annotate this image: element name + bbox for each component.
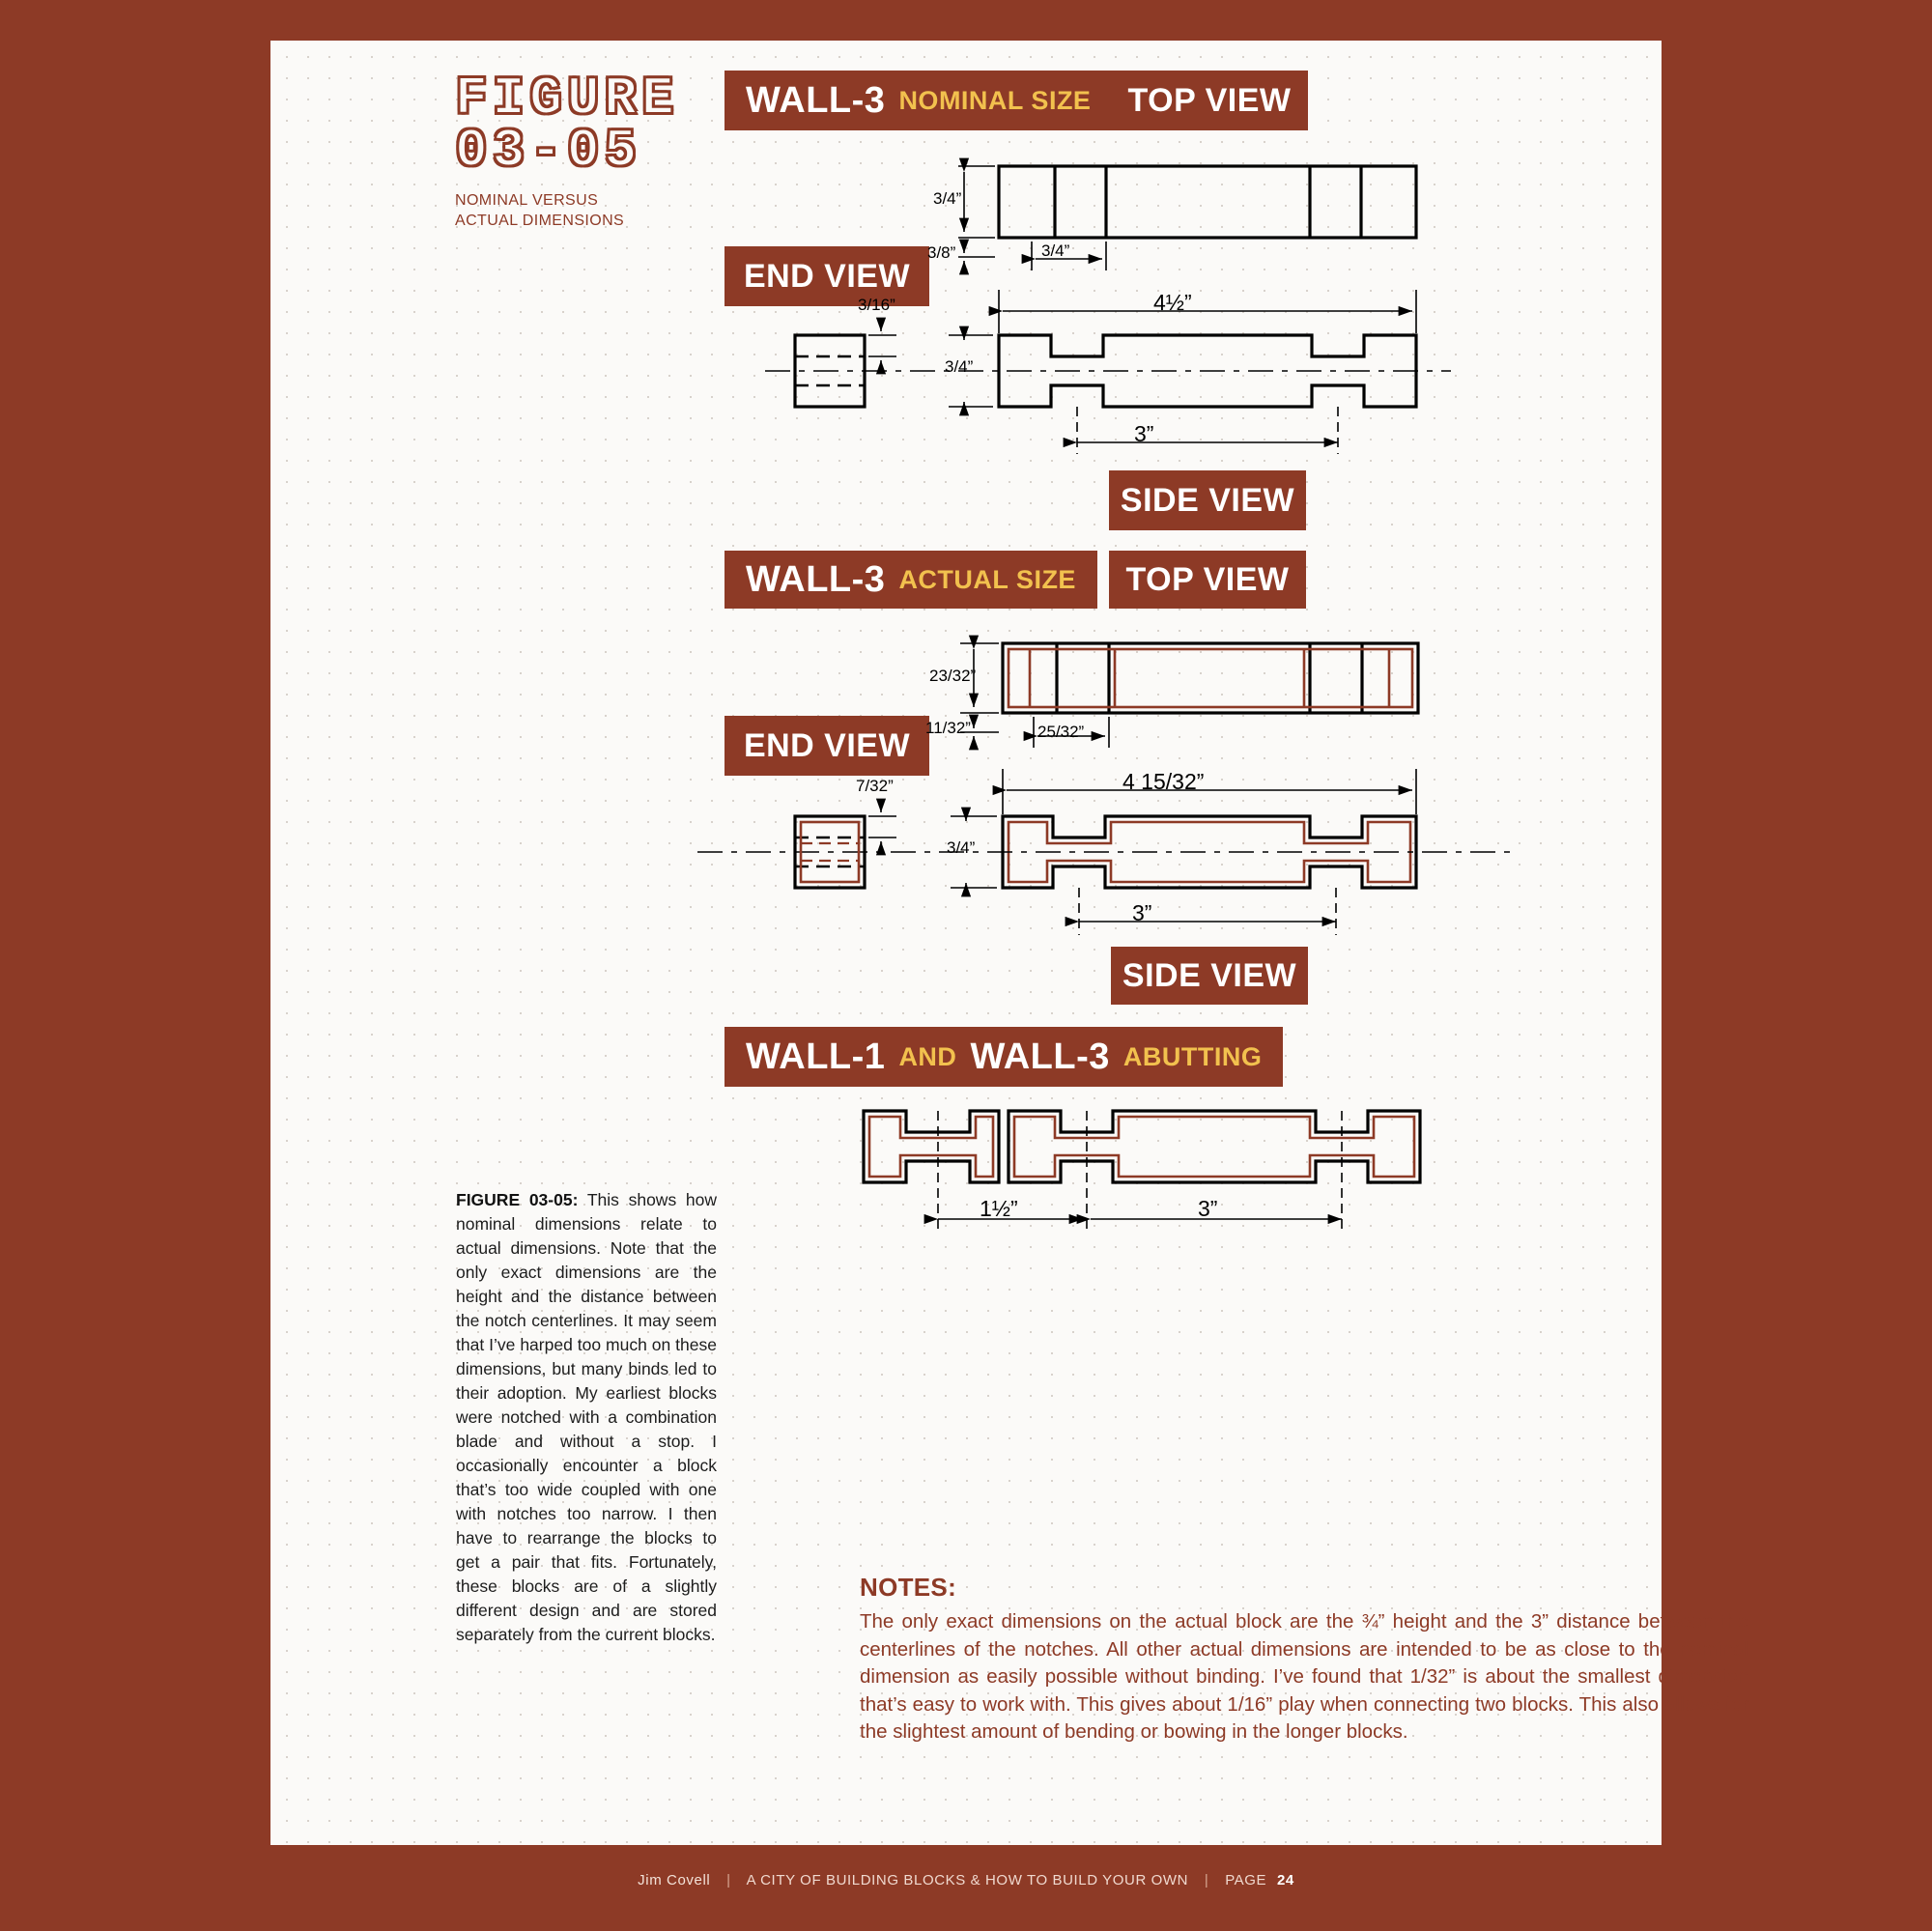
dim-nominal-height: 3/4” (945, 357, 974, 376)
figure-caption-lead: FIGURE 03-05: (456, 1190, 579, 1209)
label-wall3-nominal (724, 71, 1112, 130)
dim-actual-end-thickness: 7/32” (856, 777, 894, 795)
figure-title-block (455, 68, 687, 231)
label-wall3-actual-subtitle: ACTUAL SIZE (898, 564, 1076, 594)
label-side-view-actual: SIDE VIEW (1111, 947, 1308, 1005)
label-wall3-actual-title: WALL-3 (746, 558, 886, 600)
dim-actual-overall-length: 4 15/32” (1122, 769, 1205, 794)
dim-nominal-top-thickness: 3/4” (933, 189, 962, 208)
label-wall3-actual (724, 551, 1097, 609)
figure-number-line2: 03-05 (455, 120, 642, 182)
notes-heading: NOTES: (860, 1573, 957, 1602)
notes-text: The only exact dimensions on the actual block are the ¾” height and the 3” distance between the centerlines of the notches. All other actual dimensions are intended to be as close to the nominal dimension as easily possible without binding. I’ve found that 1/32” is about the smallest dimension that’s easy to work with. This gives about 1/16” play when connecting two blocks. This also allows for the slightest amount of bending or bowing in the longer blocks. (860, 1610, 1748, 1743)
label-end-view-nominal: END VIEW (724, 246, 929, 306)
label-top-view-actual: TOP VIEW (1109, 551, 1306, 609)
dim-actual-notch-width: 25/32” (1037, 723, 1085, 741)
dim-nominal-end-thickness: 3/16” (858, 296, 895, 314)
label-end-view-actual: END VIEW (724, 716, 929, 776)
dim-nominal-centerline-spacing: 3” (1134, 421, 1154, 446)
dim-nominal-notch-offset: 3/8” (927, 243, 956, 262)
label-top-view-nominal: TOP VIEW (1111, 71, 1308, 130)
label-abutting-title-2: WALL-3 (970, 1036, 1110, 1077)
figure-number-line1: FIGURE (455, 68, 679, 129)
label-wall3-nominal-subtitle: NOMINAL SIZE (898, 85, 1092, 115)
dim-actual-notch-offset: 11/32” (925, 719, 971, 737)
page-footer (214, 1872, 1718, 1888)
dim-actual-top-thickness: 23/32” (929, 667, 977, 685)
footer-page-label: PAGE (1225, 1872, 1267, 1888)
dim-abutting-short-spacing: 1½” (980, 1196, 1018, 1221)
figure-subtitle-line2: ACTUAL DIMENSIONS (455, 213, 625, 229)
footer-author: Jim Covell (638, 1872, 711, 1888)
footer-book-title: A CITY OF BUILDING BLOCKS & HOW TO BUILD YOUR OWN (746, 1872, 1189, 1888)
notes-block (860, 1573, 1748, 1746)
label-wall1-wall3-abutting (724, 1027, 1283, 1087)
page-background (214, 0, 1748, 1931)
label-abutting-subtitle: ABUTTING (1122, 1041, 1263, 1071)
dim-nominal-overall-length: 4½” (1153, 290, 1192, 315)
footer-separator-1: | (726, 1872, 731, 1888)
label-abutting-conjunction: AND (898, 1041, 957, 1071)
figure-caption-text: This shows how nominal dimensions relate to actual dimensions. Note that the only exact dimensions are the height and the distance between the notch centerlines. It may seem that I’ve harped too much on these dimensions, but many binds led to their adoption. My earliest blocks were notched with a combination blade and without a stop. I occasionally encounter a block that’s too wide coupled with one with notches too narrow. I then have to rearrange the blocks to get a pair that fits. Fortunately, these blocks are of a slightly different design and are stored separately from the current blocks. (456, 1190, 718, 1644)
figure-subtitle-line1: NOMINAL VERSUS (455, 192, 599, 209)
label-abutting-title-1: WALL-1 (746, 1036, 886, 1077)
dim-nominal-notch-width: 3/4” (1041, 241, 1070, 260)
dim-abutting-long-spacing: 3” (1198, 1196, 1218, 1221)
dim-actual-height: 3/4” (947, 838, 976, 857)
label-side-view-nominal: SIDE VIEW (1109, 470, 1306, 530)
dim-actual-centerline-spacing: 3” (1132, 900, 1152, 925)
footer-separator-2: | (1204, 1872, 1209, 1888)
figure-caption (456, 1188, 717, 1647)
label-wall3-nominal-title: WALL-3 (746, 79, 886, 121)
footer-page-number: 24 (1276, 1872, 1294, 1888)
